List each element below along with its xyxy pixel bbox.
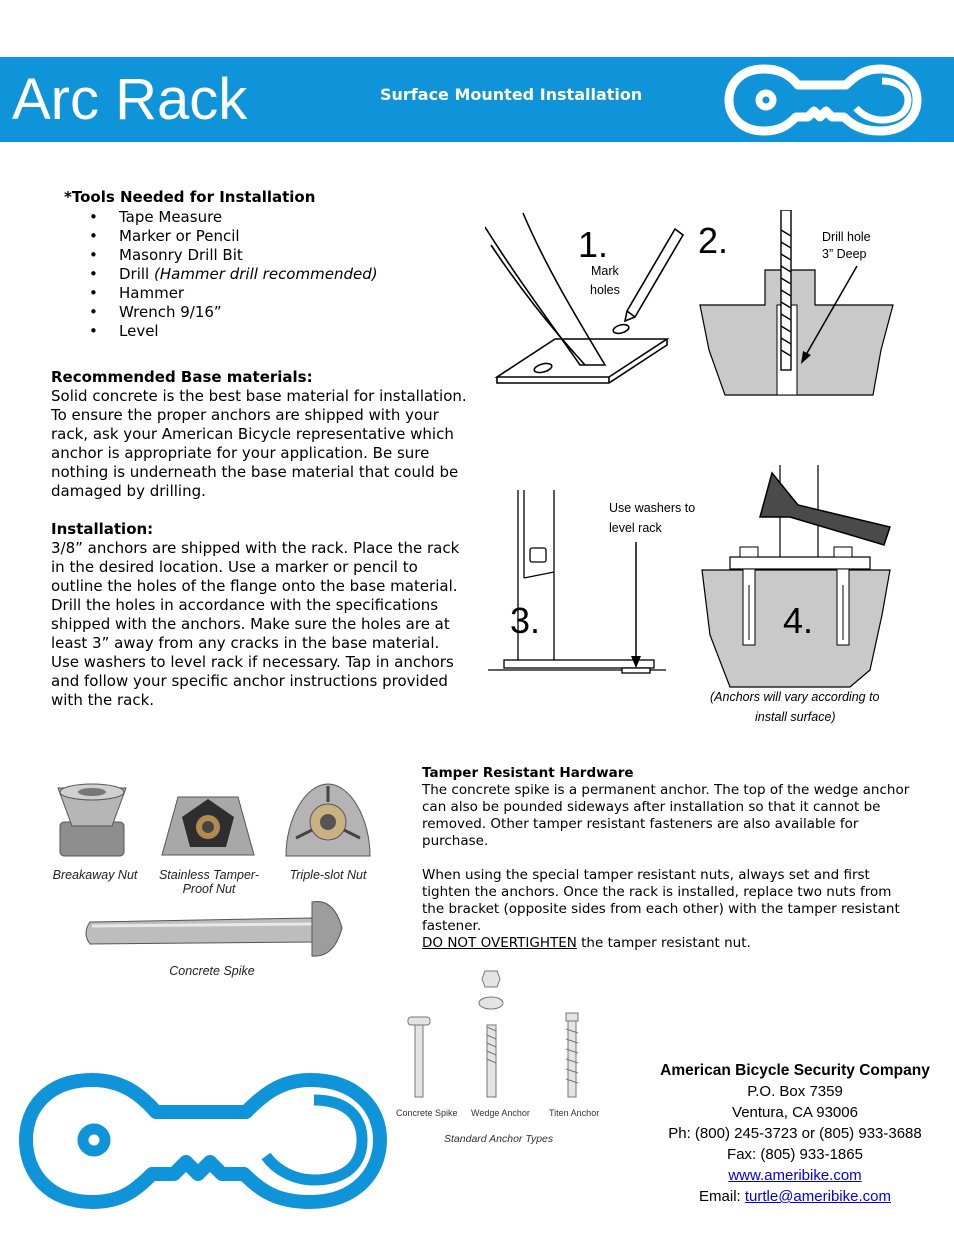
step3-caption-line2: level rack — [609, 521, 662, 535]
company-fax: Fax: (805) 933-1865 — [727, 1146, 863, 1163]
page-subtitle: Surface Mounted Installation — [380, 85, 643, 104]
tamper-section — [422, 765, 912, 952]
step4-illustration — [700, 465, 900, 690]
step1-caption-line2: holes — [590, 283, 620, 297]
tamper-warning: DO NOT OVERTIGHTEN the tamper resistant nut. — [422, 935, 751, 951]
standard-anchors-image — [400, 965, 600, 1105]
page-title: Arc Rack — [12, 67, 248, 132]
triple-slot-nut-label: Triple-slot Nut — [289, 868, 367, 882]
breakaway-nut-image — [52, 780, 132, 862]
tools-heading: *Tools Needed for Installation — [64, 188, 316, 206]
list-item: • Marker or Pencil — [86, 227, 378, 246]
anchor-titen-label: Titen Anchor — [549, 1108, 600, 1118]
base-materials-body: Solid concrete is the best base material for installation. To ensure the proper anchors are shipped with your rack, ask your American Bicycle representative which anchor is appropriate for your application. Be sure nothing is underneath the base material that could be damaged by drilling. — [51, 387, 467, 500]
company-email-link[interactable]: turtle@ameribike.com — [744, 1188, 891, 1205]
stainless-nut-image — [158, 785, 258, 865]
key-logo-bottom-icon — [14, 1068, 394, 1214]
step2-caption-line2: 3” Deep — [822, 247, 867, 261]
list-item: • Tape Measure — [86, 208, 378, 227]
company-email-row: Email: turtle@ameribike.com — [699, 1188, 891, 1205]
list-item: • Wrench 9/16” — [86, 303, 378, 322]
company-phone: Ph: (800) 245-3723 or (805) 933-3688 — [668, 1125, 922, 1142]
company-city: Ventura, CA 93006 — [732, 1104, 858, 1121]
step2-caption-line1: Drill hole — [822, 230, 871, 244]
stainless-nut-label-line1: Stainless Tamper- — [158, 868, 260, 882]
stainless-nut-label-line2: Proof Nut — [182, 882, 236, 896]
anchor-types-caption: Standard Anchor Types — [444, 1133, 554, 1145]
step4-caption-line2: install surface) — [755, 710, 836, 724]
step3-illustration — [488, 488, 668, 688]
step3-number: 3. — [510, 600, 541, 641]
base-materials-section — [51, 368, 471, 501]
installation-heading: Installation: — [51, 520, 154, 538]
list-item: • Level — [86, 322, 378, 341]
tools-list — [86, 208, 378, 341]
tamper-paragraph-2: When using the special tamper resistant nuts, always set and first tighten the anchors. Once the rack is installed, replace two nuts from the bracket (opposite sides from each other) with the tamper resistant fastener. — [422, 867, 900, 934]
installation-section — [51, 520, 471, 710]
concrete-spike-image — [82, 898, 368, 960]
list-item: • Drill (Hammer drill recommended) — [86, 265, 378, 284]
step1-caption-line1: Mark — [591, 264, 619, 278]
list-item: • Masonry Drill Bit — [86, 246, 378, 265]
concrete-spike-label: Concrete Spike — [169, 964, 255, 978]
list-item: • Hammer — [86, 284, 378, 303]
company-website-link[interactable]: www.ameribike.com — [728, 1167, 862, 1184]
installation-body: 3/8” anchors are shipped with the rack. Place the rack in the desired location. Use a marker or pencil to outline the holes of the flange onto the base material. Drill the holes in accordance with the specifications shipped with the anchors. Make sure the holes are at least 3” away from any cracks in the base material. Use washers to level rack if necessary. Tap in anchors and follow your specific anchor instructions provided with the rack. — [51, 539, 460, 709]
header-banner — [0, 57, 954, 142]
breakaway-nut-label: Breakaway Nut — [52, 868, 138, 882]
step2-number: 2. — [698, 220, 729, 261]
triple-slot-nut-image — [282, 778, 374, 864]
company-name: American Bicycle Security Company — [660, 1062, 930, 1079]
company-info — [640, 1060, 950, 1207]
anchor-spike-label: Concrete Spike — [396, 1108, 458, 1118]
key-logo-icon — [722, 61, 932, 139]
tamper-paragraph-1: The concrete spike is a permanent anchor. The top of the wedge anchor can also be pounded sideways after installation so that it cannot be removed. Other tamper resistant fasteners are also available for purchase. — [422, 782, 910, 849]
tamper-heading: Tamper Resistant Hardware — [422, 765, 634, 781]
step4-number: 4. — [783, 600, 814, 641]
base-materials-heading: Recommended Base materials: — [51, 368, 313, 386]
step4-caption-line1: (Anchors will vary according to — [710, 690, 880, 704]
step3-caption-line1: Use washers to — [609, 501, 696, 515]
company-po-box: P.O. Box 7359 — [747, 1083, 843, 1100]
step1-number: 1. — [578, 224, 609, 265]
anchor-wedge-label: Wedge Anchor — [471, 1108, 530, 1118]
